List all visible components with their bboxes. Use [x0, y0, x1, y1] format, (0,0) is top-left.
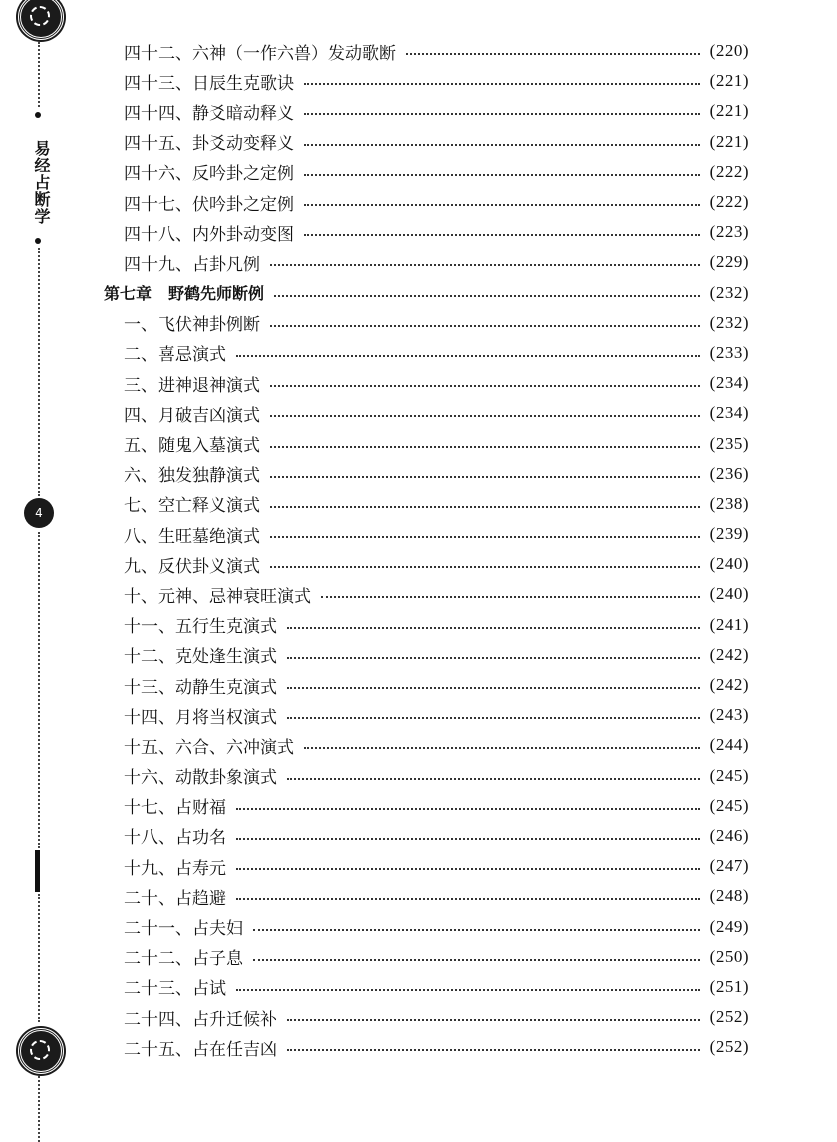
dot-leader	[270, 506, 700, 508]
toc-entry-title: 十五、六合、六冲演式	[124, 737, 294, 758]
toc-entry-title: 四十四、静爻暗动释义	[124, 103, 294, 124]
toc-entry-page: (234)	[709, 403, 749, 423]
toc-entry[interactable]	[104, 972, 749, 1002]
toc-entry-title: 四十二、六神（一作六兽）发动歌断	[124, 43, 396, 64]
toc-entry-title: 十六、动散卦象演式	[124, 768, 277, 789]
toc-entry-page: (252)	[709, 1037, 749, 1057]
toc-entry-page: (232)	[709, 312, 749, 332]
toc-entry-page: (251)	[709, 976, 749, 996]
toc-entry-page: (221)	[709, 101, 749, 121]
toc-entry[interactable]	[104, 428, 749, 458]
toc-entry[interactable]	[104, 670, 749, 700]
margin-dotted-line	[38, 1072, 40, 1142]
dot-leader	[274, 295, 700, 297]
dot-leader	[304, 113, 700, 115]
toc-entry-title: 四十六、反吟卦之定例	[124, 164, 294, 185]
toc-entry-title: 三、进神退神演式	[124, 375, 260, 396]
toc-entry-page: (235)	[709, 433, 749, 453]
toc-entry-page: (221)	[709, 71, 749, 91]
toc-entry-title: 四十三、日辰生克歌诀	[124, 73, 294, 94]
toc-chapter-entry[interactable]	[104, 278, 749, 308]
toc-entry-title: 四十五、卦爻动变释义	[124, 134, 294, 155]
margin-bullet	[35, 112, 41, 118]
toc-entry-title: 十四、月将当权演式	[124, 707, 277, 728]
toc-entry-page: (241)	[709, 614, 749, 634]
toc-entry-title: 四、月破吉凶演式	[124, 405, 260, 426]
toc-entry[interactable]	[104, 157, 749, 187]
toc-entry-page: (220)	[709, 41, 749, 61]
toc-entry[interactable]	[104, 911, 749, 941]
dot-leader	[287, 657, 700, 659]
toc-entry-title: 二十二、占子息	[124, 949, 243, 970]
dot-leader	[270, 536, 700, 538]
toc-entry-page: (246)	[709, 825, 749, 845]
vertical-book-title: 易经占断学	[32, 140, 51, 225]
margin-dotted-line	[38, 894, 40, 1022]
toc-entry-title: 十九、占寿元	[124, 858, 226, 879]
toc-entry-page: (223)	[709, 222, 749, 242]
dot-leader	[287, 687, 700, 689]
dot-leader	[270, 264, 700, 266]
toc-entry-page: (250)	[709, 946, 749, 966]
toc-entry[interactable]	[104, 519, 749, 549]
dot-leader	[287, 1049, 700, 1051]
toc-entry[interactable]	[104, 489, 749, 519]
toc-entry[interactable]	[104, 821, 749, 851]
toc-entry-page: (240)	[709, 584, 749, 604]
dot-leader	[304, 83, 700, 85]
toc-entry-title: 四十八、内外卦动变图	[124, 224, 294, 245]
dot-leader	[253, 929, 700, 931]
toc-entry-page: (232)	[709, 282, 749, 302]
toc-entry[interactable]	[104, 368, 749, 398]
dot-leader	[270, 385, 700, 387]
toc-entry[interactable]	[104, 96, 749, 126]
dot-leader	[236, 808, 700, 810]
dot-leader	[304, 747, 700, 749]
toc-entry-title: 九、反伏卦义演式	[124, 556, 260, 577]
dot-leader	[287, 778, 700, 780]
toc-entry[interactable]	[104, 398, 749, 428]
toc-entry-page: (249)	[709, 916, 749, 936]
toc-entry-title: 二、喜忌演式	[124, 345, 226, 366]
toc-entry-title: 七、空亡释义演式	[124, 496, 260, 517]
toc-entry[interactable]	[104, 761, 749, 791]
margin-bullet	[35, 238, 41, 244]
toc-entry-title: 十二、克处逢生演式	[124, 647, 277, 668]
toc-entry[interactable]	[104, 610, 749, 640]
toc-entry-page: (222)	[709, 161, 749, 181]
toc-entry[interactable]	[104, 579, 749, 609]
toc-entry-page: (242)	[709, 644, 749, 664]
toc-entry-page: (238)	[709, 493, 749, 513]
toc-entry-page: (233)	[709, 342, 749, 362]
toc-entry[interactable]	[104, 791, 749, 821]
page-number-badge: 4	[24, 498, 54, 528]
left-margin-decoration	[0, 0, 80, 1142]
dot-leader	[270, 446, 700, 448]
toc-entry[interactable]	[104, 127, 749, 157]
toc-entry-page: (240)	[709, 554, 749, 574]
toc-entry[interactable]	[104, 459, 749, 489]
seal-emblem-icon	[18, 1028, 64, 1074]
dot-leader	[321, 596, 700, 598]
toc-entry-title: 二十五、占在任吉凶	[124, 1039, 277, 1060]
dot-leader	[270, 566, 700, 568]
dot-leader	[236, 898, 700, 900]
toc-entry-title: 四十七、伏吟卦之定例	[124, 194, 294, 215]
toc-entry-title: 二十四、占升迁候补	[124, 1009, 277, 1030]
toc-entry-page: (221)	[709, 131, 749, 151]
toc-entry-page: (252)	[709, 1007, 749, 1027]
margin-dotted-line	[38, 532, 40, 848]
margin-bar	[35, 850, 40, 892]
dot-leader	[236, 355, 700, 357]
toc-entry[interactable]	[104, 942, 749, 972]
dot-leader	[236, 838, 700, 840]
toc-entry-title: 一、飞伏神卦例断	[124, 315, 260, 336]
toc-entry[interactable]	[104, 217, 749, 247]
toc-entry-title: 二十三、占试	[124, 979, 226, 1000]
toc-entry[interactable]	[104, 66, 749, 96]
margin-dotted-line	[38, 42, 40, 107]
toc-entry-page: (248)	[709, 886, 749, 906]
dot-leader	[270, 415, 700, 417]
toc-entry-page: (236)	[709, 463, 749, 483]
dot-leader	[304, 144, 700, 146]
toc-entry-page: (242)	[709, 675, 749, 695]
toc-entry-page: (244)	[709, 735, 749, 755]
toc-entry[interactable]	[104, 549, 749, 579]
toc-entry-page: (239)	[709, 524, 749, 544]
toc-entry-title: 十三、动静生克演式	[124, 677, 277, 698]
toc-entry-title: 十、元神、忌神衰旺演式	[124, 586, 311, 607]
toc-entry-title: 二十、占趋避	[124, 888, 226, 909]
toc-entry-title: 五、随鬼入墓演式	[124, 436, 260, 457]
toc-entry-page: (245)	[709, 765, 749, 785]
toc-entry-title: 四十九、占卦凡例	[124, 254, 260, 275]
dot-leader	[270, 476, 700, 478]
dot-leader	[287, 1019, 700, 1021]
dot-leader	[304, 204, 700, 206]
dot-leader	[287, 717, 700, 719]
toc-entry[interactable]	[104, 338, 749, 368]
toc-entry-page: (247)	[709, 856, 749, 876]
toc-entry-page: (234)	[709, 373, 749, 393]
dot-leader	[236, 868, 700, 870]
seal-emblem-icon	[18, 0, 64, 40]
toc-entry[interactable]	[104, 851, 749, 881]
toc-entry[interactable]	[104, 640, 749, 670]
toc-entry[interactable]	[104, 36, 749, 66]
toc-entry-page: (222)	[709, 192, 749, 212]
toc-entry-title: 六、独发独静演式	[124, 466, 260, 487]
dot-leader	[287, 627, 700, 629]
toc-entry-page: (243)	[709, 705, 749, 725]
toc-entry[interactable]	[104, 730, 749, 760]
toc-entry-title: 十七、占财福	[124, 798, 226, 819]
toc-entry[interactable]	[104, 881, 749, 911]
toc-entry[interactable]	[104, 700, 749, 730]
toc-entry-title: 二十一、占夫妇	[124, 919, 243, 940]
dot-leader	[406, 53, 700, 55]
table-of-contents	[104, 36, 749, 1062]
dot-leader	[236, 989, 700, 991]
toc-entry[interactable]	[104, 247, 749, 277]
toc-entry-title: 第七章 野鹤先师断例	[104, 284, 265, 304]
toc-entry-title: 八、生旺墓绝演式	[124, 526, 260, 547]
toc-entry[interactable]	[104, 1002, 749, 1032]
toc-entry-page: (245)	[709, 795, 749, 815]
toc-entry[interactable]	[104, 1032, 749, 1062]
toc-entry[interactable]	[104, 187, 749, 217]
toc-entry-page: (229)	[709, 252, 749, 272]
toc-entry-title: 十一、五行生克演式	[124, 617, 277, 638]
margin-dotted-line	[38, 248, 40, 496]
dot-leader	[304, 234, 700, 236]
dot-leader	[270, 325, 700, 327]
dot-leader	[304, 174, 700, 176]
dot-leader	[253, 959, 700, 961]
toc-entry[interactable]	[104, 308, 749, 338]
toc-entry-title: 十八、占功名	[124, 828, 226, 849]
